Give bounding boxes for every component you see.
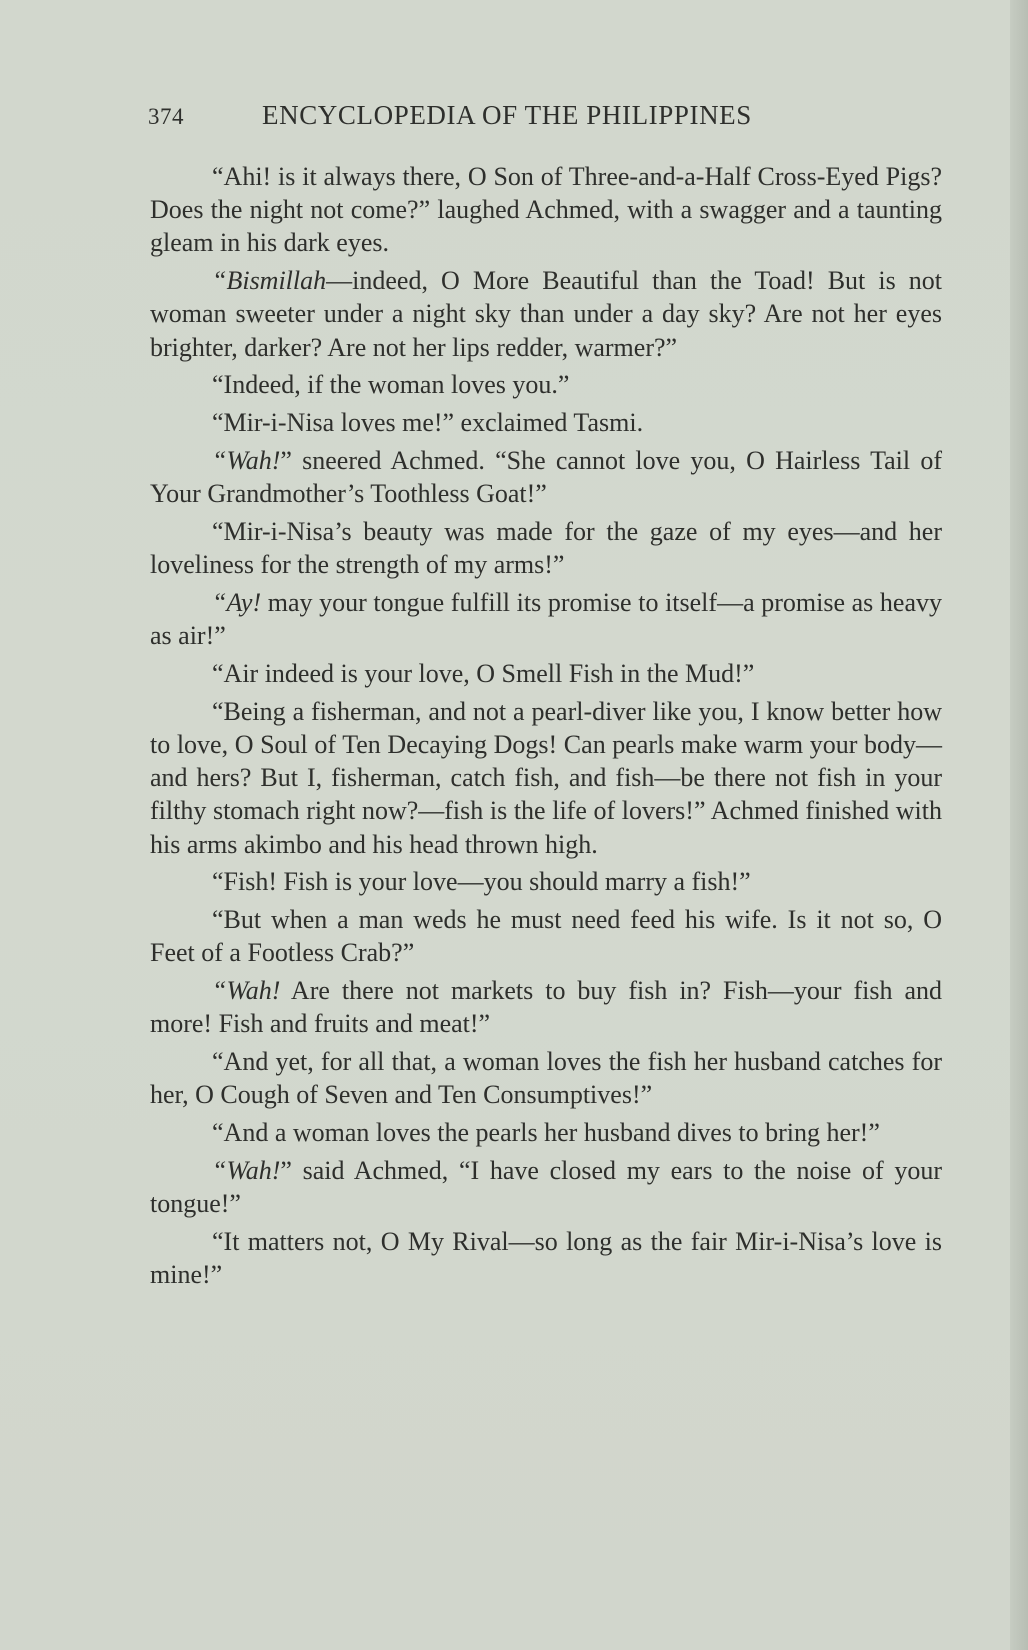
- page-header: [148, 100, 848, 136]
- paragraph: “And a woman loves the pearls her husband dives to bring her!”: [212, 1118, 880, 1148]
- paragraph: “It matters not, O My Rival—so long as the fair Mir-i-Nisa’s love is mine!”: [150, 1227, 942, 1290]
- paragraph: “Air indeed is your love, O Smell Fish in the Mud!”: [212, 659, 755, 688]
- body-text: [150, 160, 942, 1296]
- paragraph: “Wah!” said Achmed, “I have closed my ears to the noise of your tongue!”: [150, 1156, 942, 1219]
- paragraph: “And yet, for all that, a woman loves the fish her husband catches for her, O Cough of Seven and Ten Consumptives!”: [150, 1047, 942, 1110]
- paragraph: “Wah! Are there not markets to buy fish in? Fish—your fish and more! Fish and fruits and meat!”: [150, 976, 942, 1039]
- paragraph: “Bismillah—indeed, O More Beautiful than the Toad! But is not woman sweeter under a night sky than under a day sky? Are not her eyes brighter, darker? Are not her lips redder, warmer?”: [150, 266, 942, 362]
- paragraph: “Wah!” sneered Achmed. “She cannot love you, O Hairless Tail of Your Grandmother’s Toothless Goat!”: [150, 446, 942, 509]
- paragraph: “Being a fisherman, and not a pearl-diver like you, I know better how to love, O Soul of Ten Decaying Dogs! Can pearls make warm your body—and hers? But I, fisherman, catch fish, and fish—be there not fish in your filthy stomach right now?—fish is the life of lovers!” Achmed finished with his arms akimbo and his head thrown high.: [150, 696, 942, 859]
- page-edge-shadow: [1010, 0, 1028, 1650]
- paragraph: “Fish! Fish is your love—you should marry a fish!”: [212, 867, 751, 897]
- paragraph: “Indeed, if the woman loves you.”: [212, 370, 570, 400]
- paragraph: “Mir-i-Nisa’s beauty was made for the gaze of my eyes—and her loveliness for the strength of my arms!”: [150, 517, 942, 580]
- paragraph: “Ay! may your tongue fulfill its promise to itself—a promise as heavy as air!”: [150, 588, 942, 651]
- paragraph: “But when a man weds he must need feed his wife. Is it not so, O Feet of a Footless Crab?”: [150, 905, 942, 968]
- running-head-title: ENCYCLOPEDIA OF THE PHILIPPINES: [262, 100, 752, 130]
- paragraph: “Ahi! is it always there, O Son of Three-and-a-Half Cross-Eyed Pigs? Does the night not come?” laughed Achmed, with a swagger and a taunting gleam in his dark eyes.: [150, 162, 942, 258]
- paragraph: “Mir-i-Nisa loves me!” exclaimed Tasmi.: [212, 408, 644, 438]
- page-number: 374: [148, 104, 184, 129]
